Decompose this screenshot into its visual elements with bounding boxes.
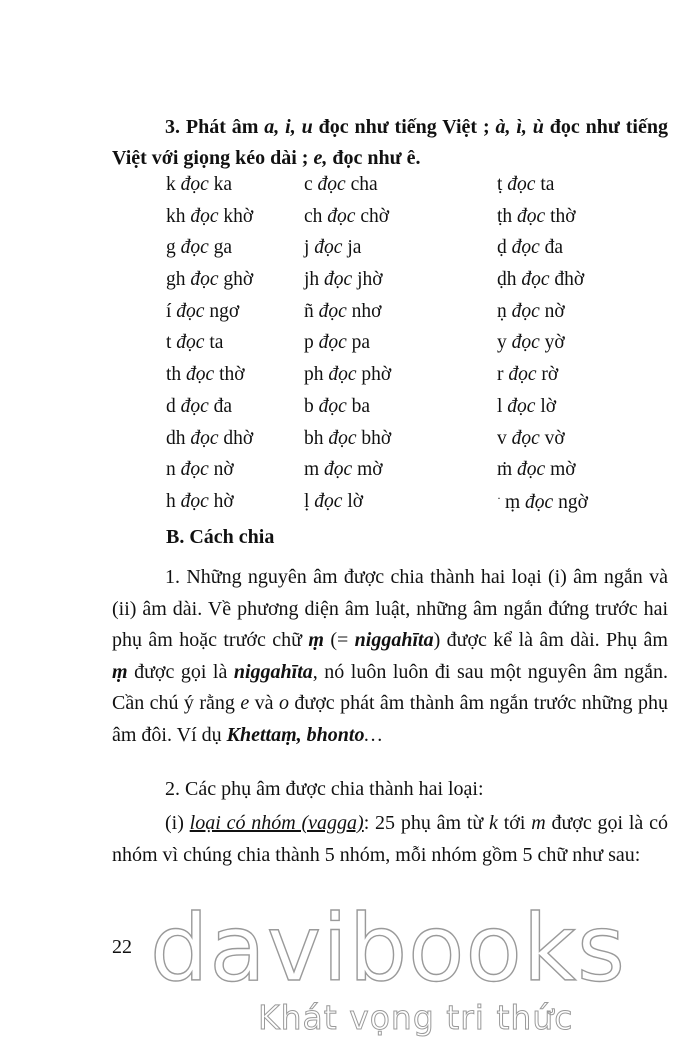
letter: ph — [304, 364, 324, 386]
reading: khờ — [223, 205, 254, 227]
doc-word: đọc — [176, 332, 205, 354]
table-row — [166, 364, 666, 396]
table-row — [166, 269, 666, 301]
letter: m — [304, 459, 320, 481]
reading: ghờ — [223, 269, 254, 291]
reading: lờ — [347, 490, 364, 512]
paragraph-vagga — [112, 808, 668, 871]
reading: cha — [350, 174, 378, 195]
table-cell — [497, 174, 554, 196]
intro-paragraph — [112, 112, 668, 174]
para1-term: ṃ — [308, 629, 324, 651]
table-cell — [304, 459, 383, 481]
table-cell — [497, 396, 556, 418]
doc-word: đọc — [190, 269, 219, 291]
intro-vowels-1: a, i, u — [264, 116, 313, 138]
paragraph-consonants — [112, 774, 668, 806]
doc-word: đọc — [314, 490, 343, 512]
reading: đhờ — [554, 269, 585, 291]
letter: bh — [304, 427, 324, 449]
table-cell — [166, 269, 253, 291]
letter: ḷ — [304, 490, 310, 512]
para1-term: niggahīta — [354, 629, 434, 651]
letter: l — [497, 395, 503, 417]
table-row — [166, 206, 666, 238]
doc-word: đọc — [327, 205, 356, 227]
reading: ngờ — [558, 491, 588, 513]
letter: c — [304, 174, 313, 195]
para1-text: và — [249, 692, 279, 714]
doc-word: đọc — [190, 427, 219, 449]
letter: jh — [304, 269, 320, 291]
table-row — [166, 301, 666, 333]
para1-letter: e — [240, 692, 250, 714]
reading: mờ — [550, 459, 576, 481]
letter: ḍ — [497, 237, 507, 259]
doc-word: đọc — [180, 237, 209, 259]
table-cell — [497, 269, 584, 291]
doc-word: đọc — [186, 364, 215, 386]
doc-word: đọc — [180, 174, 209, 195]
letter: ṁ — [497, 459, 513, 481]
doc-word: đọc — [517, 205, 546, 227]
table-row — [166, 332, 666, 364]
reading: nờ — [544, 300, 565, 322]
para1-text: (= — [323, 629, 355, 651]
table-cell — [166, 396, 232, 418]
reading: jhờ — [357, 269, 383, 291]
reading: dhờ — [223, 427, 254, 449]
table-cell — [497, 459, 576, 481]
table-cell — [166, 428, 253, 450]
table-cell — [166, 237, 232, 259]
doc-word: đọc — [328, 364, 357, 386]
table-cell — [166, 364, 245, 386]
reading: mờ — [357, 459, 383, 481]
letter: b — [304, 395, 314, 417]
table-row — [166, 237, 666, 269]
doc-word: đọc — [511, 300, 540, 322]
letter: dh — [166, 427, 186, 449]
watermark-slogan: Khát vọng tri thức — [258, 998, 574, 1037]
para1-text: được gọi là — [127, 660, 234, 683]
table-cell — [166, 491, 234, 513]
table-cell — [166, 459, 234, 481]
para1-ellipsis: … — [364, 723, 383, 746]
table-cell — [497, 428, 565, 450]
table-cell — [304, 301, 381, 323]
reading: ba — [351, 395, 371, 417]
pronunciation-table — [166, 174, 666, 523]
letter: ñ — [304, 300, 314, 322]
letter: p — [304, 332, 314, 354]
doc-word: đọc — [318, 332, 347, 354]
reading: phờ — [361, 364, 392, 386]
doc-word: đọc — [328, 427, 357, 449]
paragraph-vowels — [112, 562, 668, 751]
para1-text: được phát âm thành âm ngắn trước những phụ âm đôi. Ví dụ — [112, 692, 668, 746]
doc-word: đọc — [317, 174, 346, 195]
intro-vowels-2: à, ì, ù — [495, 116, 544, 138]
table-cell — [304, 364, 391, 386]
doc-word: đọc — [318, 300, 347, 322]
table-row — [166, 396, 666, 428]
letter: gh — [166, 269, 186, 291]
reading: đa — [544, 237, 564, 259]
reading: yờ — [544, 332, 565, 354]
letter: ḍh — [497, 269, 517, 291]
table-cell — [497, 491, 588, 514]
doc-word: đọc — [318, 395, 347, 417]
letter: r — [497, 364, 504, 386]
letter: k — [166, 174, 176, 195]
table-row — [166, 491, 666, 523]
para3-text: được gọi là có nhóm vì chúng chia thành 5 nhóm, mỗi nhóm gồm 5 chữ như sau: — [112, 812, 668, 866]
intro-vowels-3: e, — [313, 147, 328, 169]
reading: thờ — [550, 205, 576, 227]
letter: ṃ — [505, 491, 521, 513]
reading: ga — [213, 237, 233, 259]
reading: hờ — [213, 490, 234, 512]
para1-term: niggahīta — [233, 660, 313, 683]
para2-text: 2. Các phụ âm được chia thành hai loại: — [165, 778, 484, 800]
reading: ta — [209, 332, 224, 354]
table-cell — [304, 396, 370, 418]
table-cell — [304, 206, 389, 228]
para3-letter: k — [489, 812, 498, 834]
letter: í — [166, 300, 172, 322]
table-cell — [304, 269, 383, 291]
doc-word: đọc — [190, 205, 219, 227]
para3-text: tới — [497, 812, 532, 834]
page-number: 22 — [112, 936, 132, 958]
doc-word: đọc — [525, 491, 554, 513]
reading: pa — [351, 332, 371, 354]
doc-word: đọc — [511, 332, 540, 354]
table-cell — [497, 364, 558, 386]
reading: thờ — [219, 364, 245, 386]
letter: g — [166, 237, 176, 259]
doc-word: đọc — [511, 427, 540, 449]
doc-word: đọc — [507, 174, 536, 195]
para3-text: : 25 phụ âm từ — [363, 812, 490, 834]
intro-text-4: đọc như ê. — [327, 147, 421, 169]
table-cell — [497, 332, 565, 354]
letter: j — [304, 237, 310, 259]
doc-word: đọc — [507, 395, 536, 417]
watermark-brand: davibooks — [150, 895, 626, 1002]
reading: vờ — [544, 427, 565, 449]
intro-text-2: đọc như tiếng Việt ; — [312, 116, 496, 138]
para1-text: ) được kể là âm dài. Phụ âm — [433, 629, 668, 651]
letter: ṭ — [497, 174, 503, 195]
reading: ta — [540, 174, 555, 195]
doc-word: đọc — [521, 269, 550, 291]
table-row — [166, 459, 666, 491]
letter: kh — [166, 205, 186, 227]
table-cell — [304, 428, 391, 450]
reading: ja — [347, 237, 362, 259]
para1-text: 1. Những nguyên âm được chia thành hai loại (i) âm ngắn và (ii) âm dài. Về phương diện âm luật, những âm ngắn đứng trước hai phụ âm hoặc trước chữ — [112, 566, 668, 651]
letter: n — [166, 459, 176, 481]
table-cell — [497, 206, 576, 228]
doc-word: đọc — [324, 269, 353, 291]
para3-letter: m — [531, 812, 546, 834]
table-cell — [304, 491, 363, 513]
doc-word: đọc — [180, 490, 209, 512]
print-speck: · — [497, 490, 501, 505]
letter: th — [166, 364, 182, 386]
doc-word: đọc — [324, 459, 353, 481]
table-cell — [304, 332, 370, 354]
para3-term: loại có nhóm (vagga) — [189, 812, 364, 834]
doc-word: đọc — [180, 395, 209, 417]
para1-text: , nó luôn luôn đi sau một nguyên âm ngắn. Cần chú ý rằng — [112, 660, 668, 714]
reading: rờ — [541, 364, 559, 386]
doc-word: đọc — [176, 300, 205, 322]
reading: nờ — [213, 459, 234, 481]
doc-word: đọc — [517, 459, 546, 481]
table-cell — [166, 301, 239, 323]
reading: ngơ — [209, 300, 240, 322]
reading: đa — [213, 395, 233, 417]
intro-text-3: đọc như tiếng Việt với giọng kéo dài ; — [112, 116, 668, 169]
reading: ka — [213, 174, 233, 195]
letter: y — [497, 332, 507, 354]
para1-example: Khettaṃ, bhonto — [226, 723, 365, 746]
letter: ṇ — [497, 300, 507, 322]
reading: bhờ — [361, 427, 392, 449]
letter: t — [166, 332, 172, 354]
reading: lờ — [540, 395, 557, 417]
para1-letter: o — [278, 692, 289, 714]
table-cell — [166, 206, 253, 228]
para1-term: ṃ — [112, 660, 128, 683]
reading: chờ — [360, 205, 390, 227]
doc-word: đọc — [180, 459, 209, 481]
doc-word: đọc — [314, 237, 343, 259]
letter: h — [166, 490, 176, 512]
table-cell — [304, 174, 378, 196]
table-cell — [497, 237, 563, 259]
table-cell — [304, 237, 361, 259]
letter: ṭh — [497, 205, 513, 227]
letter: d — [166, 395, 176, 417]
section-title: B. Cách chia — [166, 526, 275, 548]
doc-word: đọc — [508, 364, 537, 386]
table-row — [166, 428, 666, 460]
table-cell — [166, 174, 232, 196]
table-row — [166, 174, 666, 206]
table-cell — [166, 332, 223, 354]
doc-word: đọc — [511, 237, 540, 259]
letter: v — [497, 427, 507, 449]
para3-text: (i) — [165, 812, 190, 834]
intro-text-1: 3. Phát âm — [165, 116, 265, 138]
reading: nhơ — [351, 300, 382, 322]
table-cell — [497, 301, 565, 323]
letter: ch — [304, 205, 323, 227]
